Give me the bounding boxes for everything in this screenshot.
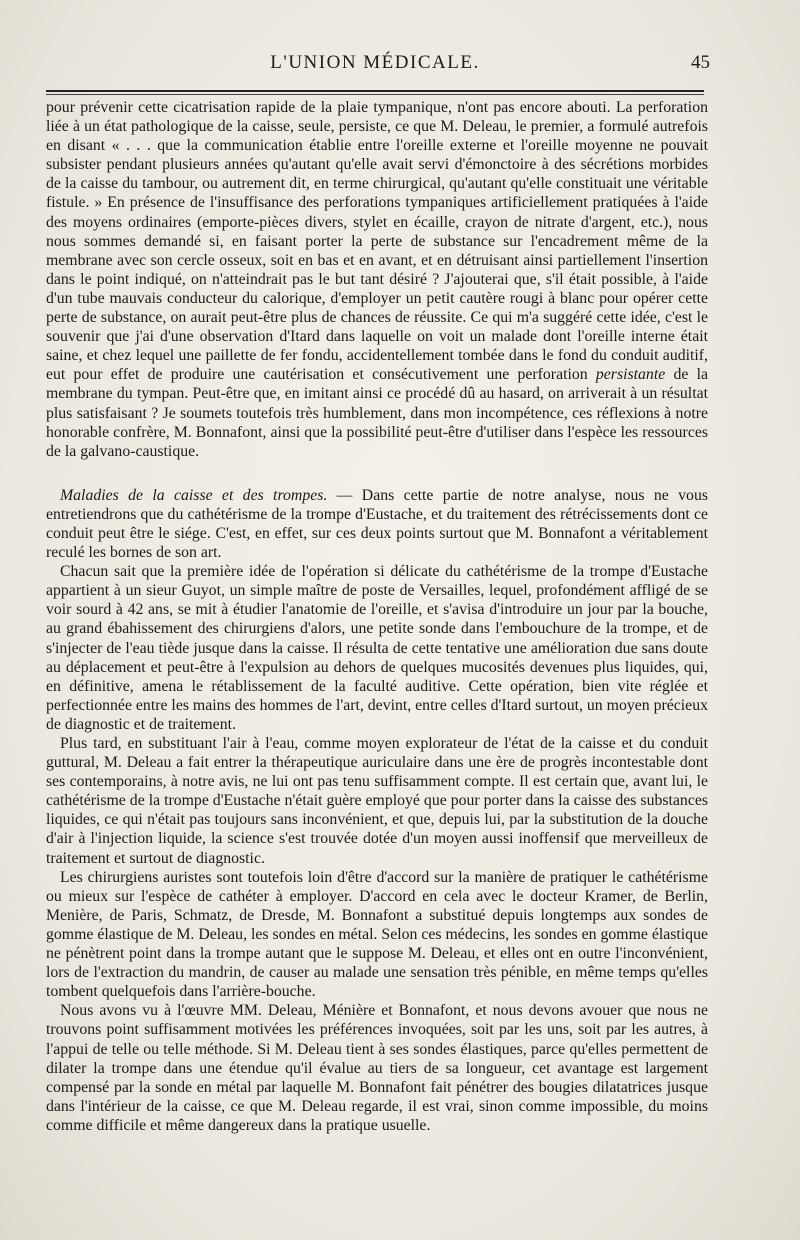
paragraph-6: Nous avons vu à l'œuvre MM. Deleau, Ménière et Bonnafont, et nous devons avouer que nous ne trouvons point suffisamment motivées les préférences invoquées, soit par les uns, soit par les autres, à l'appui de telle ou telle méthode. Si M. Deleau tient à ses sondes élastiques, parce qu'elles permettent de dilater la trompe dans une étendue qu'il évalue au tiers de sa longueur, cet avantage est largement compensé par la sonde en métal par laquelle M. Bonnafont fait pénétrer des bougies dilatatrices jusque dans l'intérieur de la caisse, ce que M. Deleau regarde, il est vrai, sinon comme impossible, du moins comme difficile et même dangereux dans la pratique usuelle. [46, 1002, 708, 1134]
running-title: L'UNION MÉDICALE. [270, 52, 480, 73]
body-text [46, 98, 708, 1135]
paragraph-1 [46, 98, 708, 461]
header-rule-thin [46, 94, 704, 95]
paragraph-1-text-b: de la membrane du tympan. Peut-être que, en imitant ainsi ce procédé dû au hasard, on arriverait à un résultat plus satisfaisant ? Je soumets toutefois très humblement, dans mon incompétence, ces réflexions à notre honorable confrère, M. Bonnafont, ainsi que la possibilité peut-être d'utiliser dans l'espèce les ressources de la galvano-caustique. [46, 366, 708, 460]
paragraph-1-text-a: pour prévenir cette cicatrisation rapide de la plaie tympanique, n'ont pas encore abouti. La perforation liée à un état pathologique de la caisse, seule, persiste, ce que M. Deleau, le premier, a formulé autrefois en disant « . . . que la communication établie entre l'oreille externe et l'oreille moyenne ne pouvait subsister pendant plusieurs années qu'autant qu'elle avait servi d'émonctoire à des sécrétions morbides de la caisse du tambour, ou autrement dit, en terme chirurgical, qu'autant qu'elle constituait une véritable fistule. » En présence de l'insuffisance des perforations tympaniques artificiellement pratiquées à l'aide des moyens ordinaires (emporte-pièces divers, stylet en écaille, crayon de nitrate d'argent, etc.), nous nous sommes demandé si, en faisant porter la perte de substance sur l'encadrement même de la membrane avec son cercle osseux, soit en bas et en avant, et en détruisant ainsi partiellement l'insertion dans le point indiqué, on n'atteindrait pas le but tant désiré ? J'ajouterai que, s'il était possible, à l'aide d'un tube mauvais conducteur du calorique, d'employer un petit cautère rougi à blanc pour opérer cette perte de substance, on aurait peut-être plus de chances de réussite. Ce qui m'a suggéré cette idée, c'est le souvenir que j'ai d'une observation d'Itard dans laquelle on voit un malade dont l'oreille interne était saine, et chez lequel une paillette de fer fondu, accidentellement tombée dans le fond du conduit auditif, eut pour effet de produire une cautérisation et consécutivement une perforation [46, 99, 708, 384]
paragraph-2 [46, 486, 708, 562]
paragraph-4: Plus tard, en substituant l'air à l'eau, comme moyen explorateur de l'état de la caisse et du conduit guttural, M. Deleau a fait entrer la thérapeutique auriculaire dans une ère de progrès incontestable dont ses contemporains, à notre avis, ne lui ont pas tenu suffisamment compte. Il est certain que, avant lui, le cathétérisme de la trompe d'Eustache n'était guère employé que pour porter dans la caisse des substances liquides, ce qui n'était pas toujours sans inconvénient, et que, depuis lui, par la substitution de la douche d'air à l'injection liquide, la science s'est trouvée dotée d'un moyen aussi inoffensif que merveilleux de traitement et surtout de diagnostic. [46, 735, 708, 867]
paragraph-5: Les chirurgiens auristes sont toutefois loin d'être d'accord sur la manière de pratiquer le cathétérisme ou mieux sur l'espèce de cathéter à employer. D'accord en cela avec le docteur Kramer, de Berlin, Menière, de Paris, Schmatz, de Dresde, M. Bonnafont a substitué depuis longtemps aux sondes de gomme élastique de M. Deleau, les sondes en métal. Selon ces médecins, les sondes en gomme élastique ne pénètrent point dans la trompe autant que le suppose M. Deleau, et elles ont en outre l'inconvénient, lors de l'extraction du mandrin, de causer au malade une sensation très pénible, en même temps qu'elles tombent quelquefois dans l'arrière-bouche. [46, 868, 708, 1001]
paragraph-2-text: — Dans cette partie de notre analyse, nous ne vous entretiendrons que du cathétérisme de la trompe d'Eustache, et du traitement des rétrécissements dont ce conduit peut être le siége. C'est, en effet, sur ces deux points surtout que M. Bonnafont a véritablement reculé les bornes de son art. [46, 486, 708, 562]
page-header [46, 52, 710, 82]
section-heading: Maladies de la caisse et des trompes. [60, 486, 328, 504]
paragraph-3: Chacun sait que la première idée de l'opération si délicate du cathétérisme de la trompe d'Eustache appartient à un sieur Guyot, un simple maître de poste de Versailles, lequel, profondément affligé de se voir sourd à 42 ans, se mit à étudier l'anatomie de l'oreille, et s'avisa d'introduire un jour par la bouche, au grand ébahissement des chirurgiens d'alors, une petite sonde dans l'embouchure de la trompe, et de s'injecter de l'eau tiède jusque dans la caisse. Il résulta de cette tentative une amélioration due sans doute au déplacement et peut-être à l'expulsion au dehors de quelques mucosités devenues plus liquides, qui, en définitive, amena le rétablissement de la faculté auditive. Cette opération, bien vite réglée et perfectionnée entre les mains des hommes de l'art, devint, entre celles d'Itard surtout, un moyen précieux de diagnostic et de traitement. [46, 563, 708, 733]
header-rule [46, 90, 704, 92]
italic-word-persistante: persistante [595, 366, 666, 384]
page-number: 45 [691, 52, 710, 73]
